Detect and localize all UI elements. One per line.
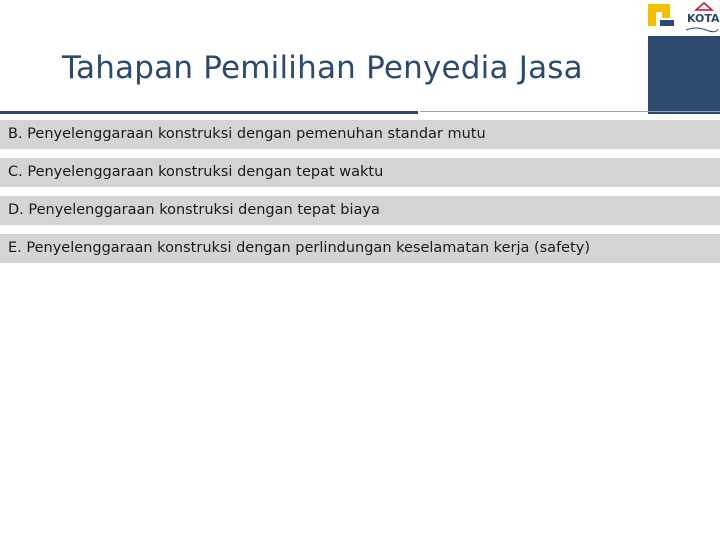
- list-item-d: D. Penyelenggaraan konstruksi dengan tepat biaya: [0, 196, 720, 225]
- title-underline-thin: [420, 111, 720, 112]
- list-item-c: C. Penyelenggaraan konstruksi dengan tepat waktu: [0, 158, 720, 187]
- slide-title: Tahapan Pemilihan Penyedia Jasa: [62, 50, 583, 86]
- list-item-b: B. Penyelenggaraan konstruksi dengan pemenuhan standar mutu: [0, 120, 720, 149]
- list-item-e: E. Penyelenggaraan konstruksi dengan perlindungan keselamatan kerja (safety): [0, 234, 720, 263]
- kota-logo: [646, 0, 720, 36]
- kota-logo-icon: [646, 0, 720, 36]
- title-underline: [0, 111, 418, 114]
- brand-block: [648, 36, 720, 114]
- logo-text: KOTA: [687, 12, 720, 25]
